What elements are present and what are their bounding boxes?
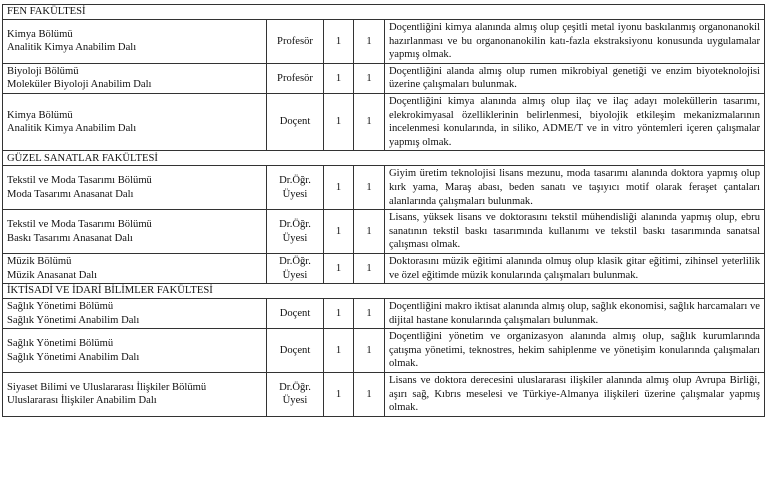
positions-table <box>2 4 765 417</box>
faculty-header-row <box>3 151 765 166</box>
position-count: 1 <box>354 299 385 329</box>
subdepartment-name: Baskı Tasarımı Anasanat Dalı <box>7 232 133 244</box>
faculty-name: GÜZEL SANATLAR FAKÜLTESİ <box>3 151 765 166</box>
faculty-header-row <box>3 5 765 20</box>
academic-title: Profesör <box>277 72 313 84</box>
academic-title-cell <box>267 210 324 254</box>
degree-count: 1 <box>324 329 354 373</box>
position-row <box>3 93 765 150</box>
requirements-text: Doçentliğini kimya alanında almış olup ilaç ve ilaç adayı moleküllerin tasarımı, elekrokimyasal özelliklerinin belirlenmesi, biyolojik etkileşim mekanizmalarının incelenmesi konularında, in siliko, ADME/T ve in vitro yöntemleri içeren çalışmalar yapmış olmak. <box>385 93 765 150</box>
position-row <box>3 253 765 283</box>
department-name: Tekstil ve Moda Tasarımı Bölümü <box>7 175 152 187</box>
department-name: Biyoloji Bölümü <box>7 65 79 77</box>
position-count: 1 <box>354 20 385 64</box>
academic-title-cell <box>267 373 324 417</box>
academic-title: Doçent <box>279 307 311 319</box>
academic-title: Üyesi <box>282 269 308 281</box>
degree-count: 1 <box>324 373 354 417</box>
position-count: 1 <box>354 329 385 373</box>
academic-title-cell <box>267 20 324 64</box>
unit-cell <box>3 253 267 283</box>
academic-title: Dr.Öğr. <box>279 381 311 393</box>
faculty-name: FEN FAKÜLTESİ <box>3 5 765 20</box>
department-name: Müzik Bölümü <box>7 255 72 267</box>
requirements-text: Lisans ve doktora derecesini uluslararası ilişkiler alanında almış olup Avrupa Birliği, aşırı sağ, Kıbrıs meselesi ve Türkiye-Almanya ilişkileri üzerine çalışmalar yapmış olmak. <box>385 373 765 417</box>
department-name: Sağlık Yönetimi Bölümü <box>7 338 114 350</box>
positions-table-body <box>3 5 765 417</box>
requirements-text: Doktorasını müzik eğitimi alanında olmuş olup klasik gitar eğitimi, zihinsel yeterlilik ve özel eğitimde müzik konularında çalışmaları bulunmak. <box>385 253 765 283</box>
position-count: 1 <box>354 373 385 417</box>
degree-count: 1 <box>324 299 354 329</box>
academic-title: Üyesi <box>282 232 308 244</box>
degree-count: 1 <box>324 63 354 93</box>
degree-count: 1 <box>324 20 354 64</box>
academic-title: Dr.Öğr. <box>279 175 311 187</box>
academic-title: Üyesi <box>282 188 308 200</box>
position-row <box>3 329 765 373</box>
position-row <box>3 299 765 329</box>
position-count: 1 <box>354 210 385 254</box>
subdepartment-name: Sağlık Yönetimi Anabilim Dalı <box>7 351 140 363</box>
degree-count: 1 <box>324 210 354 254</box>
requirements-text: Doçentliğini makro iktisat alanında almış olup, sağlık ekonomisi, sağlık harcamaları ve dijital hastane konularında çalışmaları bulunmak. <box>385 299 765 329</box>
academic-title-cell <box>267 299 324 329</box>
subdepartment-name: Uluslararası İlişkiler Anabilim Dalı <box>7 395 157 407</box>
degree-count: 1 <box>324 253 354 283</box>
department-name: Kimya Bölümü <box>7 109 73 121</box>
requirements-text: Doçentliğini kimya alanında almış olup çeşitli metal iyonu baskılanmış organonanokil hazırlanması ve bu organonanokilin katı-fazla ekstraksiyonu konusunda uygulamalar yapmış olmak. <box>385 20 765 64</box>
academic-title-cell <box>267 166 324 210</box>
academic-title-cell <box>267 253 324 283</box>
academic-title-cell <box>267 93 324 150</box>
department-name: Siyaset Bilimi ve Uluslararası İlişkiler Bölümü <box>7 381 207 393</box>
position-row <box>3 63 765 93</box>
department-name: Tekstil ve Moda Tasarımı Bölümü <box>7 218 152 230</box>
unit-cell <box>3 373 267 417</box>
subdepartment-name: Analitik Kimya Anabilim Dalı <box>7 123 137 135</box>
requirements-text: Giyim üretim teknolojisi lisans mezunu, moda tasarımı alanında doktora yapmış olup kırk yama, Maraş abası, beden sanatı ve taşıyıcı motif olarak feraşet çantaları alanlarında çalışmaları bulunmak. <box>385 166 765 210</box>
unit-cell <box>3 210 267 254</box>
department-name: Kimya Bölümü <box>7 28 73 40</box>
subdepartment-name: Analitik Kimya Anabilim Dalı <box>7 42 137 54</box>
academic-title: Profesör <box>277 35 313 47</box>
requirements-text: Doçentliğini alanda almış olup rumen mikrobiyal genetiği ve enzim biyoteknolojisi üzerine çalışmaları bulunmak. <box>385 63 765 93</box>
unit-cell <box>3 63 267 93</box>
academic-title: Dr.Öğr. <box>279 218 311 230</box>
subdepartment-name: Müzik Anasanat Dalı <box>7 269 98 281</box>
department-name: Sağlık Yönetimi Bölümü <box>7 301 114 313</box>
faculty-header-row <box>3 284 765 299</box>
position-count: 1 <box>354 93 385 150</box>
unit-cell <box>3 20 267 64</box>
faculty-name: İKTİSADİ VE İDARİ BİLİMLER FAKÜLTESİ <box>3 284 765 299</box>
position-count: 1 <box>354 166 385 210</box>
degree-count: 1 <box>324 166 354 210</box>
academic-title: Dr.Öğr. <box>279 255 311 267</box>
academic-title-cell <box>267 329 324 373</box>
position-count: 1 <box>354 253 385 283</box>
academic-title-cell <box>267 63 324 93</box>
academic-title: Üyesi <box>282 395 308 407</box>
position-row <box>3 166 765 210</box>
unit-cell <box>3 166 267 210</box>
academic-title: Doçent <box>279 116 311 128</box>
degree-count: 1 <box>324 93 354 150</box>
position-row <box>3 20 765 64</box>
subdepartment-name: Moda Tasarımı Anasanat Dalı <box>7 188 134 200</box>
subdepartment-name: Moleküler Biyoloji Anabilim Dalı <box>7 79 152 91</box>
subdepartment-name: Sağlık Yönetimi Anabilim Dalı <box>7 314 140 326</box>
unit-cell <box>3 93 267 150</box>
requirements-text: Lisans, yüksek lisans ve doktorasını tekstil mühendisliği alanında yapmış olup, ebru sanatının tekstil baskı tasarımında kullanımı ve tekstil baskı tasarımında sanatsal çalışması olmak. <box>385 210 765 254</box>
position-row <box>3 373 765 417</box>
unit-cell <box>3 329 267 373</box>
requirements-text: Doçentliğini yönetim ve organizasyon alanında almış olup, sağlık kurumlarında çatışma yönetimi, teknostres, hekim sahiplenme ve yönetişim konularında çalışmaları olmak. <box>385 329 765 373</box>
position-row <box>3 210 765 254</box>
academic-title: Doçent <box>279 344 311 356</box>
position-count: 1 <box>354 63 385 93</box>
unit-cell <box>3 299 267 329</box>
